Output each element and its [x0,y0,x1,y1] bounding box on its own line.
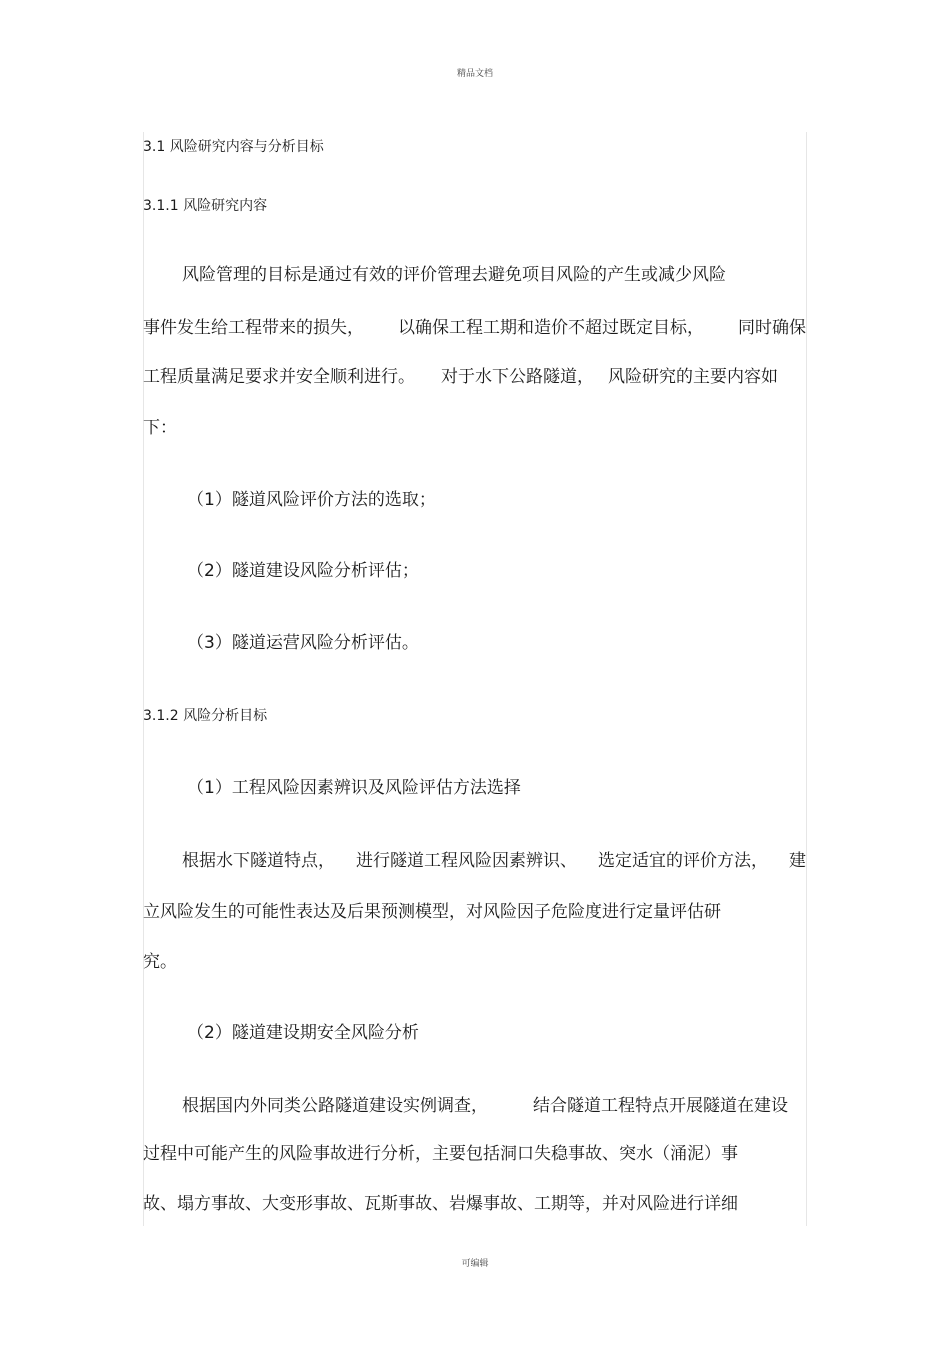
paragraph-3-line-2: 过程中可能产生的风险事故进行分析，主要包括洞口失稳事故、突水（涌泥）事 [143,1144,738,1164]
text-segment: 风险研究的主要内容如 [608,367,778,387]
text-segment: 进行隧道工程风险因素辨识、 [356,851,577,871]
page-border-right [806,132,807,1226]
heading-3-1: 3.1 风险研究内容与分析目标 [143,139,324,155]
text-segment: 建 [789,851,806,871]
text-segment: 对于水下公路隧道， [441,367,594,387]
text-segment: 工程质量满足要求并安全顺利进行。 [143,367,415,387]
paragraph-3-line-1 [182,1098,788,1115]
paragraph-2-line-2: 立风险发生的可能性表达及后果预测模型，对风险因子危险度进行定量评估研 [143,902,721,922]
subheading-1: （1）工程风险因素辨识及风险评估方法选择 [187,778,521,798]
page-border-left [143,132,144,1226]
text-segment: 根据国内外同类公路隧道建设实例调查， [182,1096,488,1116]
paragraph-2-line-1 [182,853,806,870]
list-item: （2）隧道建设风险分析评估； [187,561,419,581]
heading-3-1-1: 3.1.1 风险研究内容 [143,198,268,214]
paragraph-2-line-3: 究。 [143,952,177,972]
text-segment: 事件发生给工程带来的损失， [143,318,364,338]
heading-3-1-2: 3.1.2 风险分析目标 [143,708,268,724]
paragraph-1-line-2 [143,320,806,337]
text-segment: 选定适宜的评价方法， [598,851,768,871]
paragraph-3-line-3: 故、塌方事故、大变形事故、瓦斯事故、岩爆事故、工期等，并对风险进行详细 [143,1194,738,1214]
paragraph-1-line-3 [143,369,806,386]
subheading-2: （2）隧道建设期安全风险分析 [187,1023,419,1043]
text-segment: 同时确保 [738,318,806,338]
list-item: （1）隧道风险评价方法的选取； [187,490,436,510]
paragraph-1-line-1: 风险管理的目标是通过有效的评价管理去避免项目风险的产生或减少风险 [182,265,726,285]
list-item: （3）隧道运营风险分析评估。 [187,633,419,653]
paragraph-1-line-4: 下： [143,418,177,438]
text-segment: 以确保工程工期和造价不超过既定目标， [398,318,704,338]
text-segment: 结合隧道工程特点开展隧道在建设 [533,1096,788,1116]
page-header: 精品文档 [456,69,493,79]
text-segment: 根据水下隧道特点， [182,851,335,871]
page-footer: 可编辑 [461,1259,489,1269]
